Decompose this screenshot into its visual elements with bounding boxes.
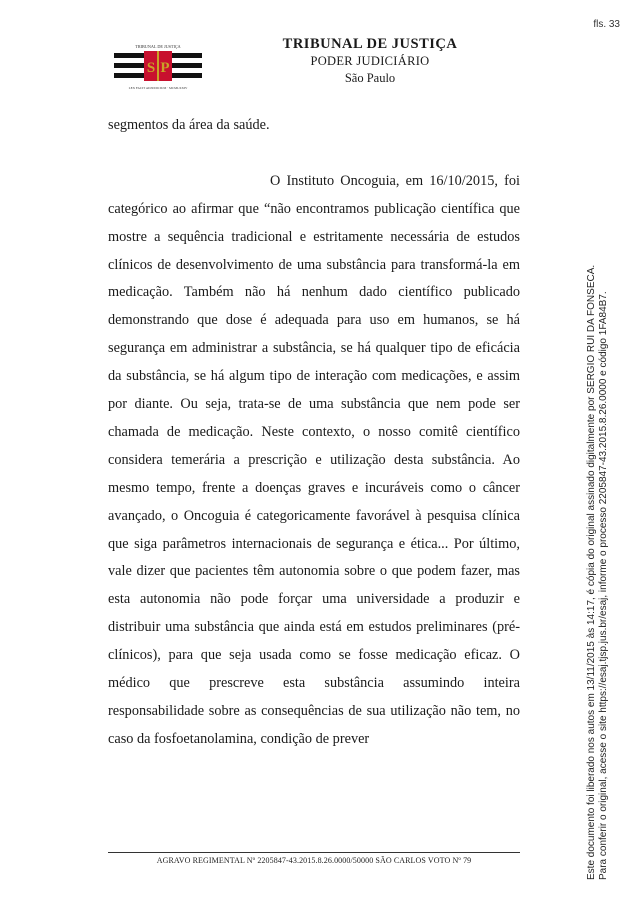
emblem-top-text: TRIBUNAL DE JUSTIÇA: [135, 44, 181, 49]
signature-line-2: Para conferir o original, acesse o site https://esaj.tjsp.jus.br/esaj, informe o processo 2205847-43.2015.8.26.0000 e código 1FA84B7.: [598, 291, 609, 880]
footer-case-reference: AGRAVO REGIMENTAL Nº 2205847-43.2015.8.26.0000/50000 SÃO CARLOS VOTO Nº 79: [156, 856, 472, 865]
document-body: [108, 112, 520, 754]
header-court-name: TRIBUNAL DE JUSTIÇA: [282, 36, 458, 52]
page-number: fls. 33: [593, 19, 620, 30]
lead-line: segmentos da área da saúde.: [108, 117, 270, 133]
document-header: [100, 35, 520, 105]
court-emblem-icon: [114, 41, 202, 93]
header-state: São Paulo: [344, 71, 396, 85]
emblem-left-letter: S: [146, 60, 156, 76]
body-paragraph: O Instituto Oncoguia, em 16/10/2015, foi categórico ao afirmar que “não encontramos publicação científica que mostre a sequência tradicional e estritamente necessária de estudos clínicos de desenvolvimento de uma substância para transformá-la em medicação. Também não há nenhum dado científico publicado demonstrando que dose é adequada para uso em humanos, se há segurança em administrar a substância, se há qualquer tipo de eficácia da substância, se há algum tipo de interação com medicações, e assim por diante. Ou seja, trata-se de uma substância que nem pode ser chamada de medicação. Neste contexto, o nosso comitê científico considera temerária a prescrição e utilização desta substância. Ao mesmo tempo, frente a doenças graves e incuráveis como o câncer avançado, o Oncoguia é categoricamente favorável à pesquisa clínica que siga parâmetros internacionais de segurança e ética... Por último, vale dizer que pacientes têm autonomia sobre o que podem fazer, mas esta autonomia não pode forçar uma universidade a produzir e distribuir uma substância que ainda está em estudos preliminares (pré-clínicos), para que seja usada como se fosse medicação eficaz. O médico que prescreve esta substância assumindo inteira responsabilidade sobre as consequências de sua utilização não tem, no caso da fosfoetanolamina, condição de prever: [108, 172, 520, 747]
signature-line-1: Este documento foi liberado nos autos em 13/11/2015 às 14:17, é cópia do original assinado digitalmente por SERGIO RUI DA FONSECA.: [586, 264, 597, 880]
header-branch: PODER JUDICIÁRIO: [310, 54, 430, 68]
header-titles: [250, 35, 490, 87]
footer-divider: [108, 852, 520, 853]
emblem-right-letter: P: [160, 60, 170, 76]
digital-signature-note: [586, 180, 610, 880]
emblem-bottom-text: LEX FACIT ADJUDICIUM · MCMLXXIV: [128, 86, 188, 90]
